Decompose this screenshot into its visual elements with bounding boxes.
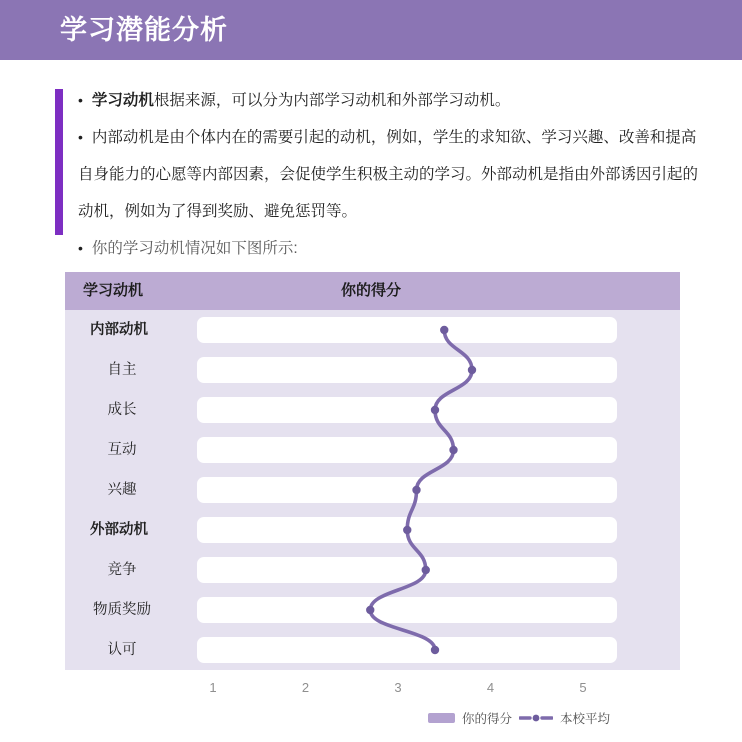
score-bar-track: [197, 637, 617, 663]
x-tick: 2: [301, 680, 310, 695]
legend-your-score-label: 你的得分: [461, 712, 512, 726]
row-label: 成长: [107, 402, 137, 418]
row-label: 内部动机: [90, 322, 148, 338]
chart-row: [65, 390, 680, 430]
row-label: 物质奖励: [93, 602, 151, 618]
legend-bar-swatch-icon: [428, 713, 455, 723]
row-label: 认可: [107, 642, 137, 658]
bullet-text: 根据来源，可以分为内部学习动机和外部学习动机。: [153, 92, 511, 109]
chart-row: [65, 550, 680, 590]
row-label: 竞争: [107, 562, 137, 578]
chart-header-score: 你的得分: [340, 282, 401, 299]
intro-text: [78, 82, 702, 267]
chart-row: [65, 510, 680, 550]
row-label: 互动: [107, 442, 137, 458]
row-label: 兴趣: [107, 482, 137, 498]
chart-row: [65, 630, 680, 670]
bullet-icon: •: [78, 129, 83, 145]
bullet-motivation-definition: [78, 82, 702, 119]
x-tick: 4: [486, 680, 495, 695]
score-bar-track: [197, 357, 617, 383]
score-bar-track: [197, 597, 617, 623]
score-bar-track: [197, 477, 617, 503]
legend-school-avg-label: 本校平均: [559, 712, 610, 726]
legend-line-dot-icon: [519, 713, 553, 723]
motivation-chart: [65, 272, 680, 670]
chart-row: [65, 470, 680, 510]
bullet-icon: •: [78, 92, 83, 108]
bullet-text: 你的学习动机情况如下图所示:: [91, 240, 298, 257]
bullet-internal-external: [78, 119, 702, 230]
bullet-icon: •: [78, 240, 83, 256]
x-axis: [65, 680, 680, 698]
x-tick: 1: [209, 680, 217, 695]
chart-legend: [65, 708, 610, 728]
score-bar-track: [197, 317, 617, 343]
score-bar-track: [197, 397, 617, 423]
chart-header-row: [65, 272, 680, 310]
page-banner: [0, 0, 742, 60]
chart-row: [65, 430, 680, 470]
chart-header-category: 学习动机: [83, 282, 144, 299]
score-bar-track: [197, 517, 617, 543]
score-bar-track: [197, 437, 617, 463]
bullet-text: 内部动机是由个体内在的需要引起的动机，例如，学生的求知欲、学习兴趣、改善和提高自身能力的心愿等内部因素，会促使学生积极主动的学习。外部动机是指由外部诱因引起的动机，例如为了得到奖励、避免惩罚等。: [78, 129, 699, 220]
score-bar-track: [197, 557, 617, 583]
chart-row: [65, 350, 680, 390]
row-label: 自主: [107, 362, 137, 378]
x-tick: 5: [579, 680, 587, 695]
page-title: 学习潜能分析: [60, 15, 228, 45]
bullet-bold-term: 学习动机: [91, 92, 154, 109]
bullet-chart-caption: [78, 230, 702, 267]
row-label: 外部动机: [90, 522, 148, 538]
chart-body: [65, 310, 680, 670]
chart-row: [65, 590, 680, 630]
accent-bar: [55, 89, 63, 235]
x-tick: 3: [394, 680, 402, 695]
chart-row: [65, 310, 680, 350]
